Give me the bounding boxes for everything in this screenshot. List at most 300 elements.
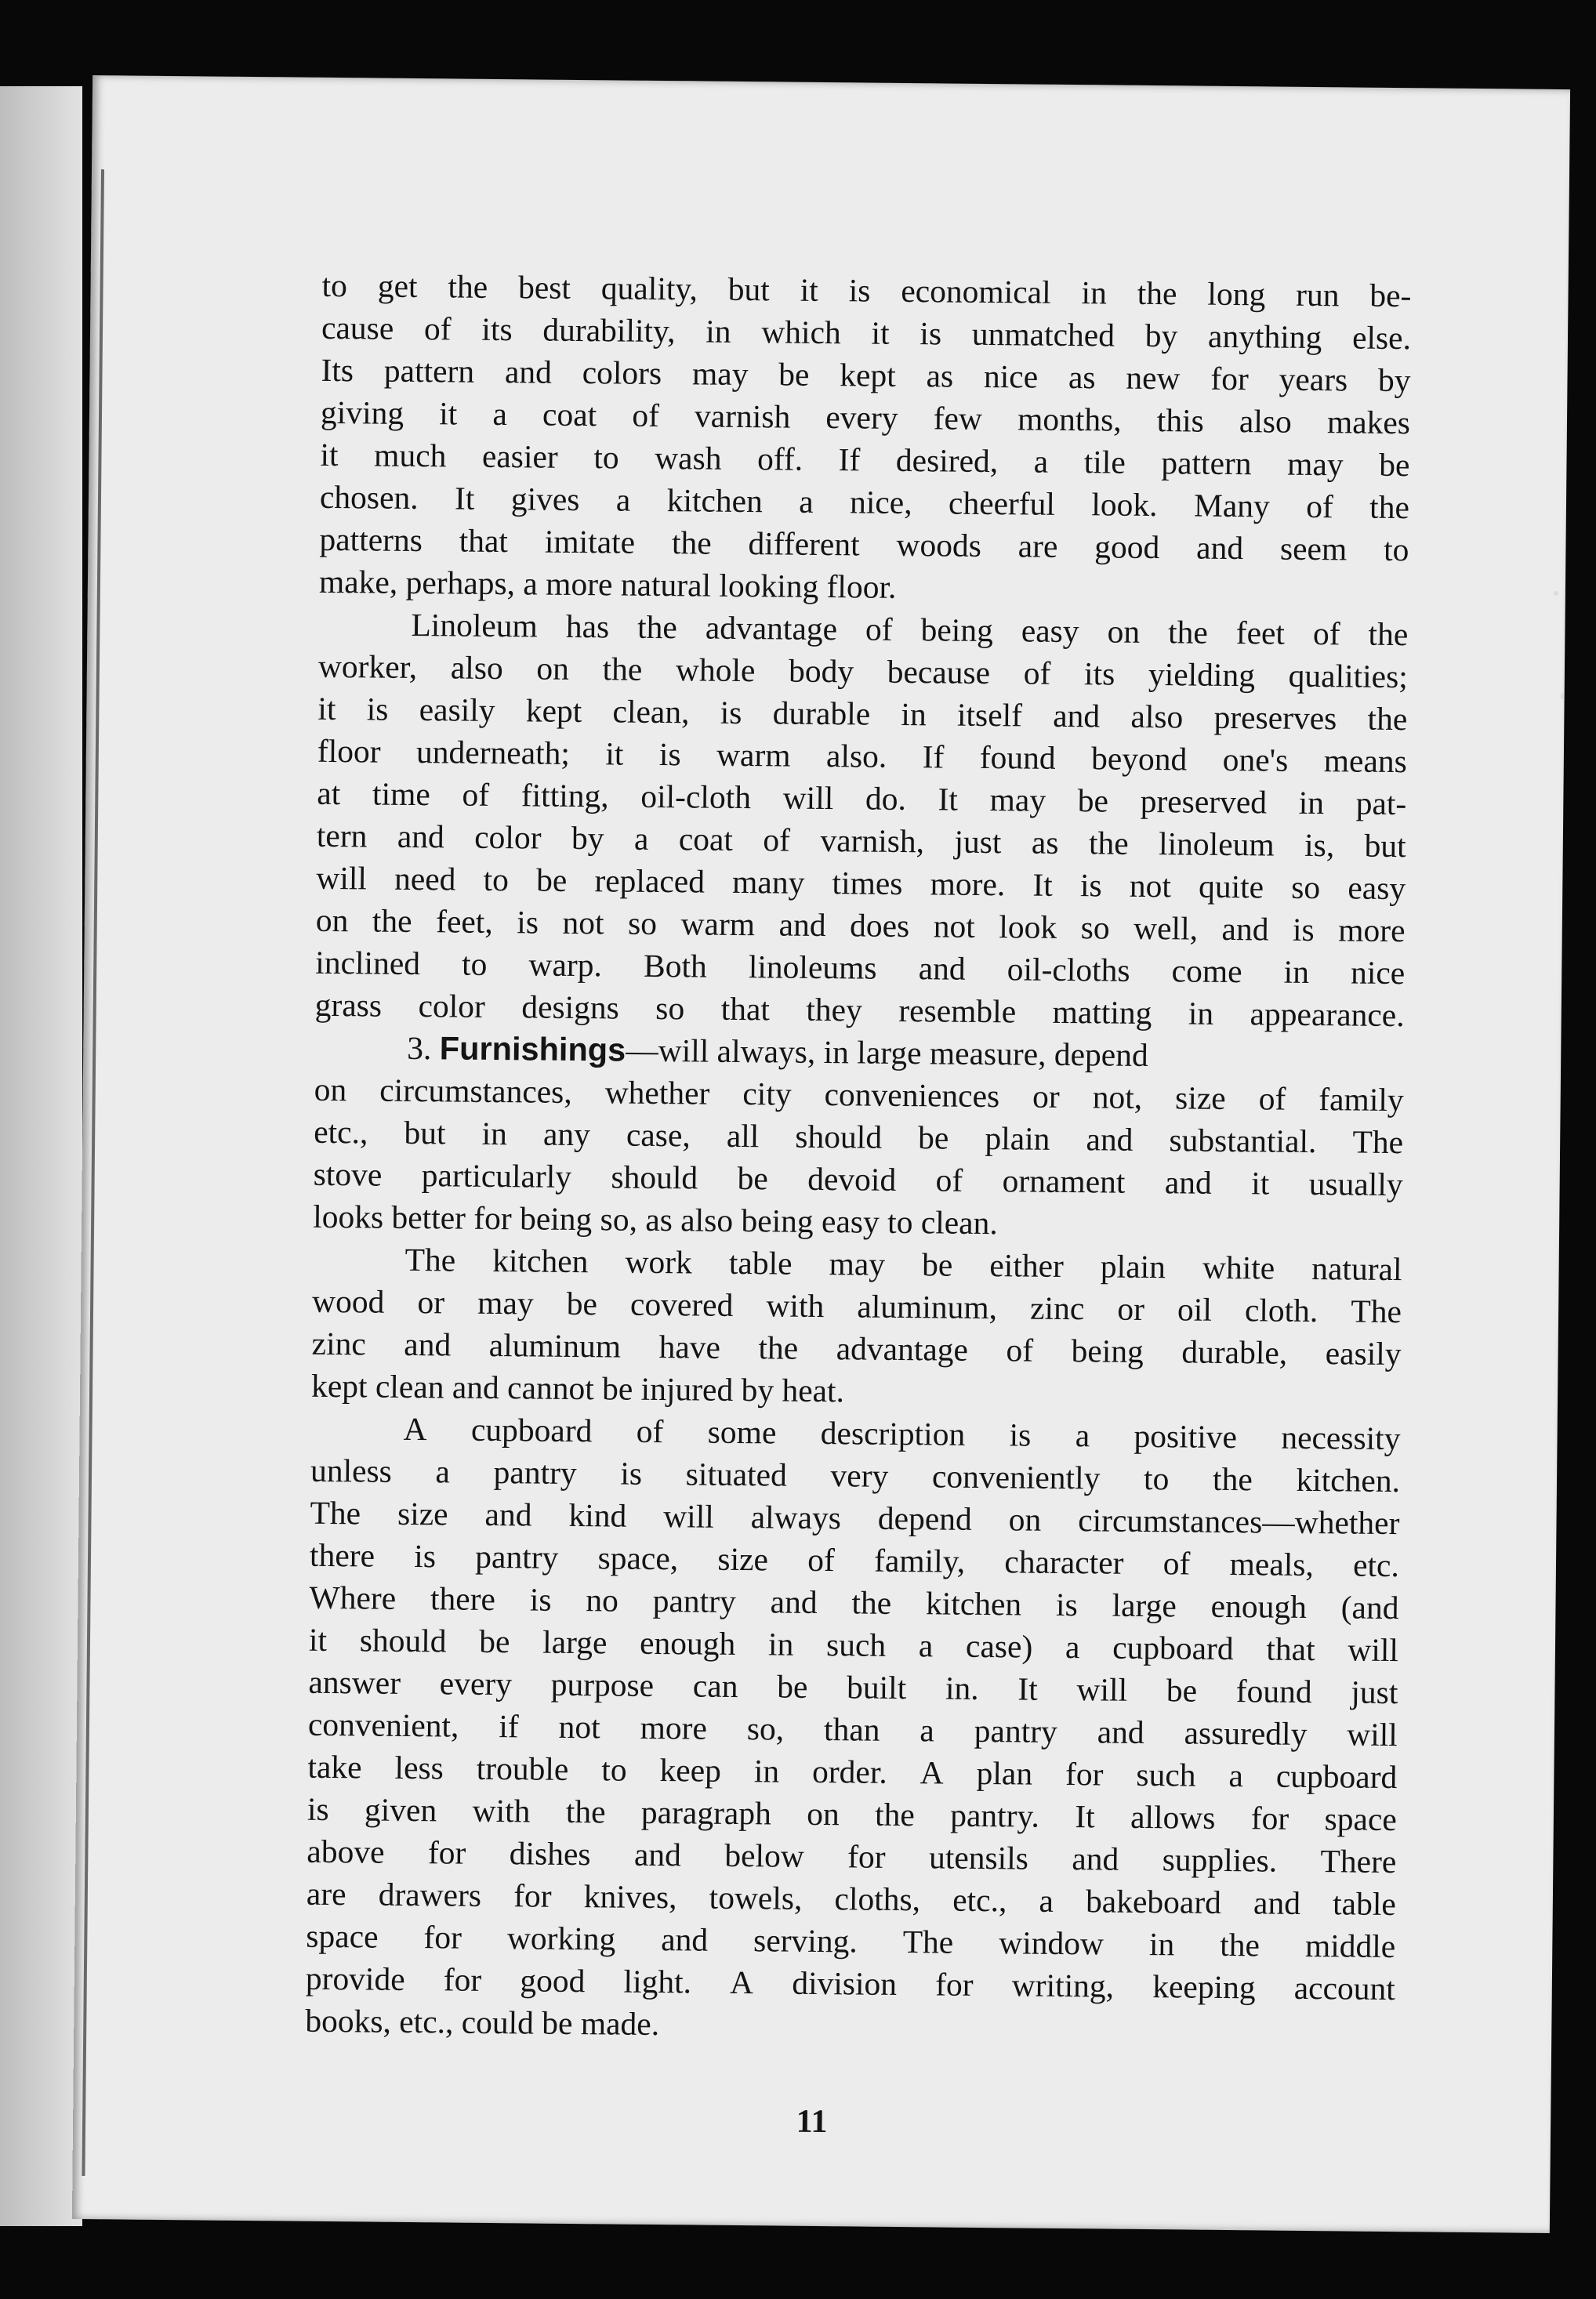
word: and [778,906,826,944]
word: resemble [898,992,1017,1030]
word: the [671,524,712,561]
word: are [1017,528,1058,564]
word: in [767,1626,794,1663]
binding-gutter-line [82,169,104,2176]
word: more. [930,865,1006,903]
word: look. [1091,486,1158,524]
word: there [309,1536,375,1574]
word: oil [1177,1291,1213,1328]
word: natural [1311,1250,1402,1288]
word: is [1055,1586,1078,1623]
word: enough [639,1624,736,1662]
word: of [632,397,660,433]
word: covered [629,1285,734,1323]
word: more [1338,912,1406,949]
word: It [938,781,959,818]
word: some [707,1413,777,1451]
word: come [1171,952,1242,990]
word: A [920,1754,944,1791]
word: long [1207,275,1266,313]
word: quality, [600,270,698,307]
word: necessity [1281,1419,1401,1457]
word: nice, [849,484,912,521]
word: and [504,354,553,390]
word: be [777,1668,808,1705]
word: space [1324,1800,1398,1838]
word: also [450,649,503,687]
section-title: Furnishings [439,1029,626,1068]
word: plain [1100,1248,1166,1285]
word: kitchen [925,1585,1022,1623]
word: pantry [493,1454,577,1492]
word: body [788,652,854,690]
word: is, [1304,826,1335,864]
word: be [917,1119,949,1156]
word: Where [309,1579,397,1616]
word: kitchen [492,1242,589,1280]
word: allows [1130,1798,1216,1836]
word: it [800,271,819,308]
word: table [728,1244,793,1282]
word: substantial. [1169,1122,1317,1160]
word: a [435,1453,451,1490]
word: and [397,818,445,855]
word: space, [597,1539,679,1577]
word: order. [811,1753,887,1790]
word: character [1004,1543,1124,1581]
word: If [922,738,945,775]
word: advantage [705,609,838,647]
word: has [565,607,610,645]
word: aluminum [488,1326,622,1365]
word: is [920,315,942,352]
word: and [1221,910,1269,948]
word: is [414,1538,437,1575]
word: in [706,313,731,350]
word: one's [1222,741,1289,778]
word: etc., [952,1881,1007,1919]
word: writing, [1011,1967,1115,2004]
word: The [310,1494,361,1532]
word: pantry. [950,1797,1040,1834]
word: a [492,395,508,433]
word: cupboard [470,1411,593,1449]
word: tern [316,817,368,854]
word: with [766,1287,825,1325]
word: on [536,650,570,687]
word: will [1348,1631,1399,1669]
word: and [1053,697,1101,734]
word: easily [419,691,495,728]
word: space [306,1917,379,1955]
word: and [404,1325,452,1363]
word: easier [481,437,558,475]
word: which [761,314,841,351]
word: but [404,1114,446,1151]
word: colors [582,354,662,392]
word: a [1039,1882,1054,1919]
word: pantry [475,1538,559,1576]
word: The [404,1241,456,1278]
page-number: 11 [796,2103,828,2141]
word: will [316,859,368,897]
word: this [1156,402,1205,439]
word: pattern [1161,444,1252,482]
word: whole [675,651,756,689]
word: in. [945,1670,979,1706]
word: on [1008,1501,1042,1538]
word: etc. [1352,1547,1400,1584]
word: worker, [317,647,418,686]
word: makes [1326,404,1411,441]
word: meals, [1229,1546,1315,1583]
word: at [317,774,341,812]
word: kind [568,1496,627,1534]
word: be [778,356,810,393]
word: in [901,695,927,733]
word: easy [1021,612,1079,650]
word: be [535,861,568,898]
word: pantry [974,1712,1058,1750]
word: be [1378,446,1410,484]
word: that [720,990,771,1028]
word: cupboard [1275,1757,1398,1796]
word: to [483,861,510,898]
word: appearance. [1250,995,1405,1034]
word: not [558,1708,600,1746]
word: keeping [1152,1968,1256,2006]
word: Both [643,947,707,985]
word: middle [1304,1927,1396,1965]
word: It [1075,1798,1095,1835]
word: trouble [476,1750,569,1787]
word: also [1239,403,1293,440]
word: not [933,908,976,945]
word: be [1077,782,1109,819]
word: work [625,1243,693,1281]
word: plan [976,1754,1033,1792]
word: be [921,1246,953,1283]
word: of [807,1541,836,1579]
word: Linoleum [411,606,539,644]
word: etc., [314,1113,368,1151]
word: purpose [550,1666,655,1703]
word: for [443,1961,482,1998]
word: A [729,1964,754,2001]
word: few [933,400,983,437]
word: can [692,1667,738,1705]
word: either [989,1247,1065,1284]
word: of [1258,1080,1286,1117]
word: of [1023,655,1051,691]
word: will [662,1498,714,1535]
word: its [481,310,513,348]
word: different [748,525,860,563]
word: or [1032,1078,1060,1115]
word: situated [685,1456,788,1493]
word: serving. [753,1922,858,1960]
word: usually [1308,1165,1403,1203]
word: that [459,522,509,560]
word: varnish [694,397,791,435]
word: the [1212,1460,1253,1498]
word: it [605,735,624,772]
word: will [782,779,834,817]
word: inclined [315,944,421,982]
word: the [448,268,488,305]
word: to [601,1751,627,1788]
word: and [770,1583,818,1620]
word: than [823,1711,880,1748]
word: it [1251,1165,1270,1202]
word: so [655,989,685,1027]
word: a [918,1627,934,1664]
word: time [372,775,431,813]
word: If [838,441,861,478]
word: should [359,1622,447,1659]
word: may [477,1284,534,1322]
word: the [1137,274,1177,312]
word: light. [623,1963,692,2000]
word: The [1352,1123,1404,1161]
word: clean, [612,693,690,731]
word: unmatched [971,315,1115,354]
word: the [372,902,412,939]
word: is [1079,867,1102,904]
word: so [1080,909,1110,946]
word: designs [521,988,620,1026]
word: warm [680,905,756,943]
word: months, [1017,401,1122,438]
word: if [499,1708,519,1745]
word: means [1323,742,1408,780]
word: no [586,1582,619,1619]
word: advantage [836,1330,969,1368]
word: for [513,1877,552,1914]
word: good [1094,528,1160,566]
word: bakeboard [1085,1883,1222,1920]
word: it [317,690,336,727]
word: may [1286,445,1344,483]
word: be [479,1623,510,1660]
word: A [403,1410,427,1448]
word: be [1166,1672,1198,1709]
word: positive [1134,1417,1238,1456]
word: the [637,608,678,646]
word: depend [877,1499,972,1537]
word: to [461,945,488,982]
word: family [1319,1081,1404,1119]
word: in [481,1115,508,1152]
word: for [1250,1800,1289,1837]
word: and [633,1836,682,1873]
word: circumstances—whether [1077,1502,1400,1542]
word: to [1383,531,1409,568]
word: Many [1193,487,1270,524]
word: woods [896,526,982,564]
word: There [1320,1843,1397,1880]
word: durability, [542,311,676,350]
word: varnish, [820,821,925,860]
section-lead-text: —will always, in large measure, depend [626,1032,1148,1073]
word: pat- [1355,785,1407,822]
word: also. [825,738,887,774]
word: oil-cloths [1007,951,1130,988]
word: table [1332,1885,1397,1923]
word: the [1167,614,1208,651]
word: imitate [544,523,636,560]
word: just [1351,1673,1398,1711]
word: very [830,1457,889,1494]
word: large [542,1623,608,1661]
word: fitting, [521,777,609,814]
word: of [865,611,893,647]
word: found [979,738,1056,776]
word: not, [1092,1079,1143,1115]
word: for [847,1838,886,1875]
word: zinc [311,1325,366,1362]
word: whether [604,1074,710,1111]
word: provide [305,1960,405,1997]
scan-speck [1561,693,1565,699]
word: not [562,904,604,941]
word: feet, [435,903,493,940]
text-line: make, perhaps, a more natural looking floor. [318,563,897,605]
word: preserves [1213,698,1337,737]
word: knives, [583,1878,677,1916]
word: the [758,1329,799,1366]
word: a [920,1712,935,1749]
word: in [1298,784,1325,821]
word: not [1129,867,1172,905]
word: a [1228,1757,1244,1794]
word: being [920,611,994,649]
word: replaced [594,862,706,900]
word: coat [542,396,597,433]
word: underneath; [415,734,571,771]
word: grass [314,986,383,1024]
word: to [1143,1460,1170,1497]
word: is [307,1790,329,1828]
word: color [474,818,542,856]
word: zinc [1029,1289,1085,1327]
word: be- [1369,277,1412,314]
word: floor [317,732,381,770]
word: of [935,1162,963,1198]
word: cheerful [948,484,1056,522]
word: on [807,1795,840,1833]
word: of [1312,615,1340,652]
word: wash [654,439,722,477]
word: nice [1350,954,1406,992]
word: coat [678,821,734,858]
word: to [593,439,619,476]
word: below [724,1837,805,1874]
word: and [484,1496,532,1533]
word: because [887,653,991,691]
word: ornament [1002,1162,1126,1200]
word: a [799,483,814,520]
word: working [506,1920,616,1957]
word: on [1107,613,1141,650]
word: in [753,1753,780,1790]
word: plain [985,1120,1050,1157]
word: oil-cloth [640,778,752,816]
word: years [1279,361,1348,398]
word: it [320,436,339,473]
word: convenient, [307,1706,459,1744]
word: may [829,1246,886,1282]
word: the [1367,700,1408,738]
word: is [366,691,389,727]
word: is [620,1455,643,1492]
word: a [615,481,631,518]
word: large [1112,1586,1177,1624]
word: anything [1207,317,1322,356]
word: do. [865,780,907,818]
word: by [1144,317,1178,354]
word: as [926,357,954,394]
word: devoid [807,1160,897,1198]
word: well, [1133,909,1199,947]
word: will [1347,1716,1398,1753]
word: linoleums [748,948,877,986]
word: chosen. [319,478,419,517]
word: the [602,651,643,687]
word: of [462,776,490,813]
word: the [1220,1926,1260,1964]
word: such [1136,1756,1196,1793]
word: easily [1325,1335,1402,1373]
word: any [542,1115,591,1153]
word: cloths, [834,1880,921,1918]
word: durable [772,694,871,732]
word: it [308,1621,328,1658]
scan-speck [1554,591,1558,596]
word: as [1031,824,1059,861]
word: dishes [509,1835,591,1873]
word: off. [756,441,803,477]
word: there [430,1580,496,1618]
word: particularly [421,1157,572,1195]
word: more [640,1709,708,1746]
word: circumstances, [379,1072,572,1110]
word: for [427,1834,466,1871]
word: division [792,1964,898,2002]
word: the [874,1796,916,1833]
word: warp. [528,946,603,984]
word: cause [321,309,394,346]
word: and [1086,1121,1134,1158]
word: and [1195,529,1244,567]
word: of [1305,488,1333,525]
word: for [935,1966,974,2003]
word: in [1188,995,1214,1032]
word: and [1164,1164,1213,1201]
word: may [691,355,749,393]
word: also [1130,698,1184,735]
word: conveniently [931,1458,1101,1496]
word: is [848,272,871,309]
word: keep [659,1752,722,1789]
word: for [423,1919,462,1956]
book-page [72,75,1570,2233]
word: is [658,735,681,773]
word: less [394,1749,444,1786]
word: cloth. [1244,1292,1319,1329]
word: of [1006,1332,1034,1369]
word: of [1163,1545,1191,1582]
